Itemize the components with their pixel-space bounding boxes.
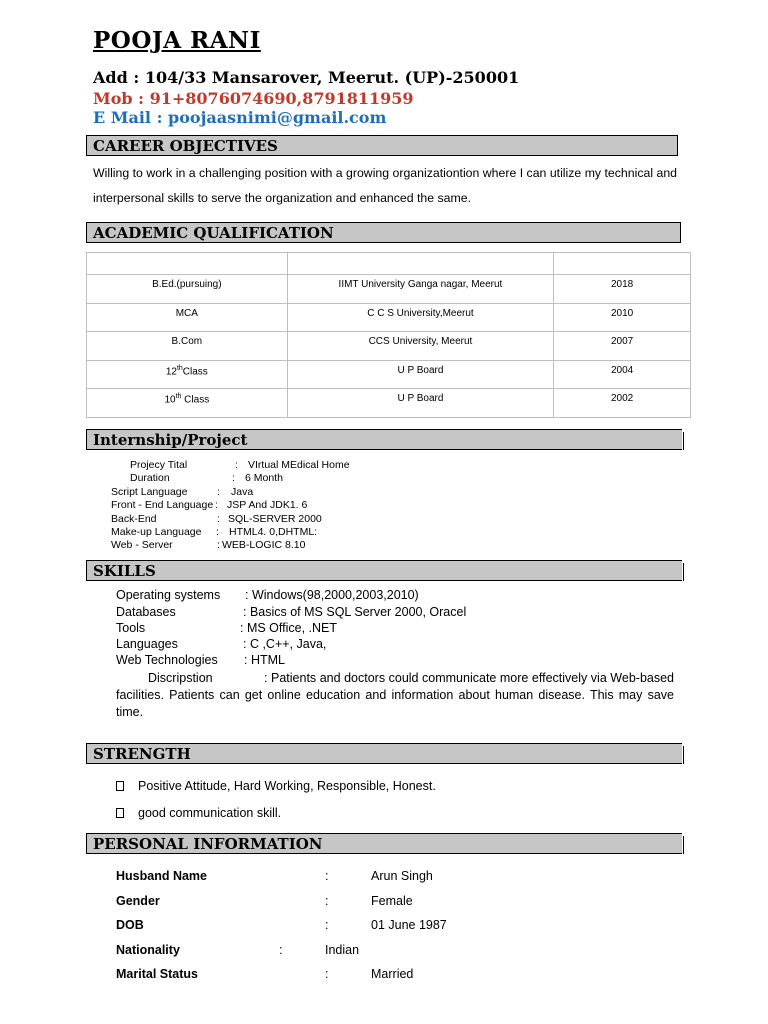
personal-value: Female xyxy=(371,894,413,908)
intern-sep: : xyxy=(216,526,219,538)
mobile-line: Mob : 91+8076074690,8791811959 xyxy=(93,89,414,108)
section-skills xyxy=(86,560,682,581)
strength-item: good communication skill. xyxy=(116,806,281,820)
personal-sep: : xyxy=(279,943,283,957)
board-cell: IIMT University Ganga nagar, Meerut xyxy=(287,275,554,304)
skill-value: : Windows(98,2000,2003,2010) xyxy=(245,588,419,602)
skill-label: Languages xyxy=(116,637,178,651)
candidate-name: POOJA RANI xyxy=(93,27,261,54)
skill-label: Tools xyxy=(116,621,146,635)
personal-value: Married xyxy=(371,967,414,981)
skill-label: Databases xyxy=(116,605,176,619)
personal-label: Marital Status xyxy=(116,967,198,981)
board-cell: C C S University,Meerut xyxy=(287,303,554,332)
academic-table xyxy=(86,252,691,418)
skill-value: : C ,C++, Java, xyxy=(243,637,327,651)
table-row xyxy=(87,275,691,304)
intern-label: Back-End xyxy=(111,513,157,525)
section-personal-information xyxy=(86,833,682,854)
table-header-row xyxy=(87,253,691,275)
course-cell: 10th Class xyxy=(87,389,288,418)
section-title: ACADEMIC QUALIFICATION xyxy=(93,224,334,242)
skill-value: : MS Office, .NET xyxy=(240,621,338,635)
email-line: E Mail : poojaasnimi@gmail.com xyxy=(93,108,387,127)
description-label: Discripstion xyxy=(148,671,213,685)
intern-label: Make-up Language xyxy=(111,526,202,538)
intern-sep: : xyxy=(217,513,220,525)
intern-sep: : xyxy=(217,486,220,498)
intern-sep: : xyxy=(215,499,218,511)
personal-label: Nationality xyxy=(116,943,180,957)
board-cell: CCS University, Meerut xyxy=(287,332,554,361)
skill-label: Operating systems xyxy=(116,588,221,602)
section-title: STRENGTH xyxy=(93,745,191,763)
intern-value: Java xyxy=(231,486,254,498)
section-title: PERSONAL INFORMATION xyxy=(93,835,323,853)
table-row xyxy=(87,360,691,389)
year-cell: 2018 xyxy=(554,275,691,304)
description-text: : Patients and doctors could communicate more effectively via Web-based facilities. Patients can get online education and information about human disease. This may save time. xyxy=(116,671,674,719)
table-row xyxy=(87,389,691,418)
skill-value: : HTML xyxy=(244,653,285,667)
year-cell: 2007 xyxy=(554,332,691,361)
table-row xyxy=(87,332,691,361)
personal-sep: : xyxy=(325,918,329,932)
intern-label: Front - End Language xyxy=(111,499,214,511)
intern-value: JSP And JDK1. 6 xyxy=(227,499,308,511)
section-internship-project xyxy=(86,429,682,450)
intern-sep: : xyxy=(235,459,238,471)
intern-value: HTML4. 0,DHTML: xyxy=(229,526,318,538)
personal-value: 01 June 1987 xyxy=(371,918,447,932)
intern-value: 6 Month xyxy=(245,472,283,484)
personal-sep: : xyxy=(325,869,329,883)
course-cell: B.Ed.(pursuing) xyxy=(87,275,288,304)
intern-label: Script Language xyxy=(111,486,188,498)
personal-label: DOB xyxy=(116,918,144,932)
section-strength xyxy=(86,743,682,764)
board-cell: U P Board xyxy=(287,389,554,418)
project-description xyxy=(116,670,674,721)
intern-sep: : xyxy=(232,472,235,484)
section-title: Internship/Project xyxy=(93,431,248,449)
personal-sep: : xyxy=(325,894,329,908)
year-cell: 2002 xyxy=(554,389,691,418)
intern-label: Web - Server xyxy=(111,539,173,551)
skill-label: Web Technologies xyxy=(116,653,218,667)
personal-sep: : xyxy=(325,967,329,981)
course-cell: MCA xyxy=(87,303,288,332)
personal-label: Gender xyxy=(116,894,160,908)
intern-value: VIrtual MEdical Home xyxy=(248,459,350,471)
year-cell: 2004 xyxy=(554,360,691,389)
intern-value: SQL-SERVER 2000 xyxy=(228,513,322,525)
board-cell: U P Board xyxy=(287,360,554,389)
intern-label: Projecy Tital xyxy=(130,459,188,471)
section-academic-qualification xyxy=(86,222,681,243)
bullet-icon xyxy=(116,781,124,791)
intern-value: WEB-LOGIC 8.10 xyxy=(222,539,306,551)
personal-label: Husband Name xyxy=(116,869,207,883)
section-title: CAREER OBJECTIVES xyxy=(93,137,278,155)
intern-label: Duration xyxy=(130,472,170,484)
bullet-icon xyxy=(116,808,124,818)
career-objective-text: Willing to work in a challenging position with a growing organizationtion where I can utilize my technical and interpersonal skills to serve the organization and enhanced the same. xyxy=(93,166,677,205)
address-line: Add : 104/33 Mansarover, Meerut. (UP)-250001 xyxy=(93,68,520,87)
skill-value: : Basics of MS SQL Server 2000, Oracel xyxy=(243,605,467,619)
section-career-objectives xyxy=(86,135,678,156)
course-cell: B.Com xyxy=(87,332,288,361)
table-row xyxy=(87,303,691,332)
intern-sep: : xyxy=(217,539,220,551)
section-title: SKILLS xyxy=(93,562,156,580)
personal-value: Indian xyxy=(325,943,360,957)
strength-item: Positive Attitude, Hard Working, Responsible, Honest. xyxy=(116,779,436,793)
course-cell: 12thClass xyxy=(87,360,288,389)
personal-value: Arun Singh xyxy=(371,869,433,883)
year-cell: 2010 xyxy=(554,303,691,332)
